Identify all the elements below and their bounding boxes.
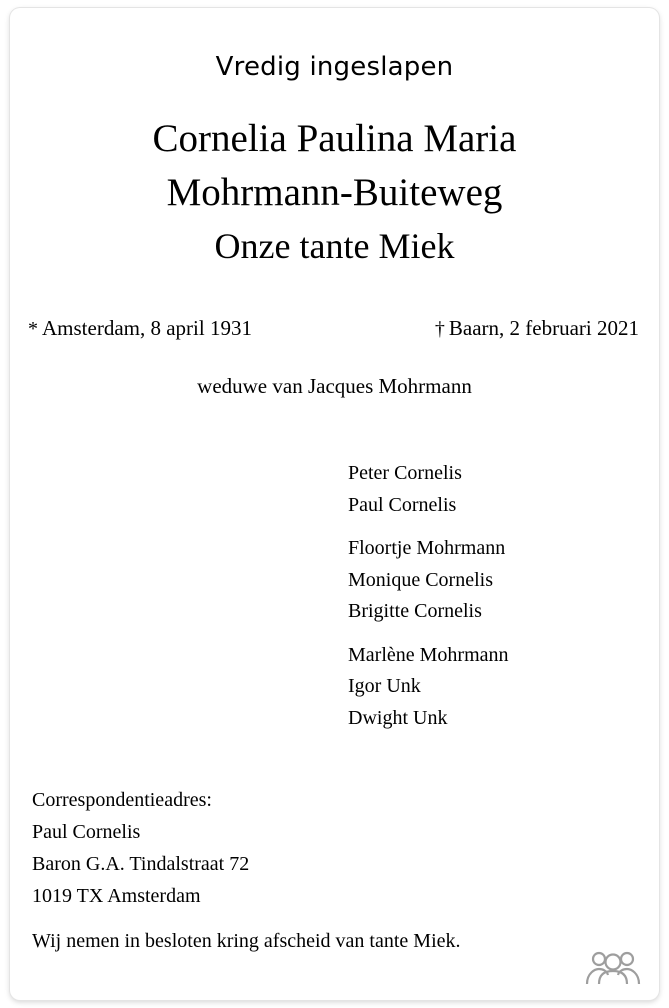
- birth-star-icon: *: [28, 318, 38, 340]
- obituary-card: [10, 8, 659, 1000]
- name-line-1: Cornelia Paulina Maria: [152, 117, 517, 160]
- widow-text: weduwe van Jacques Mohrmann: [197, 374, 472, 398]
- closing-text: Wij nemen in besloten kring afscheid van tante Miek.: [32, 930, 461, 952]
- death-info: [435, 316, 645, 341]
- correspondence-name: Paul Cornelis: [32, 821, 141, 843]
- name-line-2: Mohrmann-Buiteweg: [166, 171, 503, 214]
- survivor-name: Monique Cornelis: [348, 568, 493, 591]
- survivor-name: Brigitte Cornelis: [348, 600, 482, 622]
- correspondence-street: Baron G.A. Tindalstraat 72: [32, 853, 250, 875]
- survivors-list: [348, 458, 648, 734]
- survivor-group: [348, 640, 648, 735]
- correspondence-city: 1019 TX Amsterdam: [32, 885, 201, 907]
- birth-death-row: [28, 316, 645, 341]
- obituary-content: [10, 8, 659, 1000]
- name-line-3: Onze tante Miek: [214, 226, 455, 266]
- birth-info: [28, 316, 252, 341]
- survivor-name: Paul Cornelis: [348, 493, 457, 516]
- deceased-name-block: [10, 112, 659, 272]
- death-text: Baarn, 2 februari 2021: [448, 316, 639, 340]
- death-cross-icon: †: [434, 318, 445, 340]
- correspondence-address: [32, 784, 249, 912]
- survivor-name: Igor Unk: [348, 675, 421, 697]
- family-group-logo-icon: [583, 946, 643, 988]
- survivor-group: [348, 458, 648, 521]
- correspondence-label: Correspondentieadres:: [32, 789, 212, 811]
- intro-text: Vredig ingeslapen: [215, 52, 454, 82]
- survivor-name: Peter Cornelis: [348, 462, 462, 484]
- survivor-name: Marlène Mohrmann: [348, 643, 509, 666]
- survivor-group: [348, 533, 648, 628]
- birth-text: Amsterdam, 8 april 1931: [42, 316, 252, 340]
- survivor-name: Floortje Mohrmann: [348, 537, 506, 559]
- survivor-name: Dwight Unk: [348, 706, 448, 729]
